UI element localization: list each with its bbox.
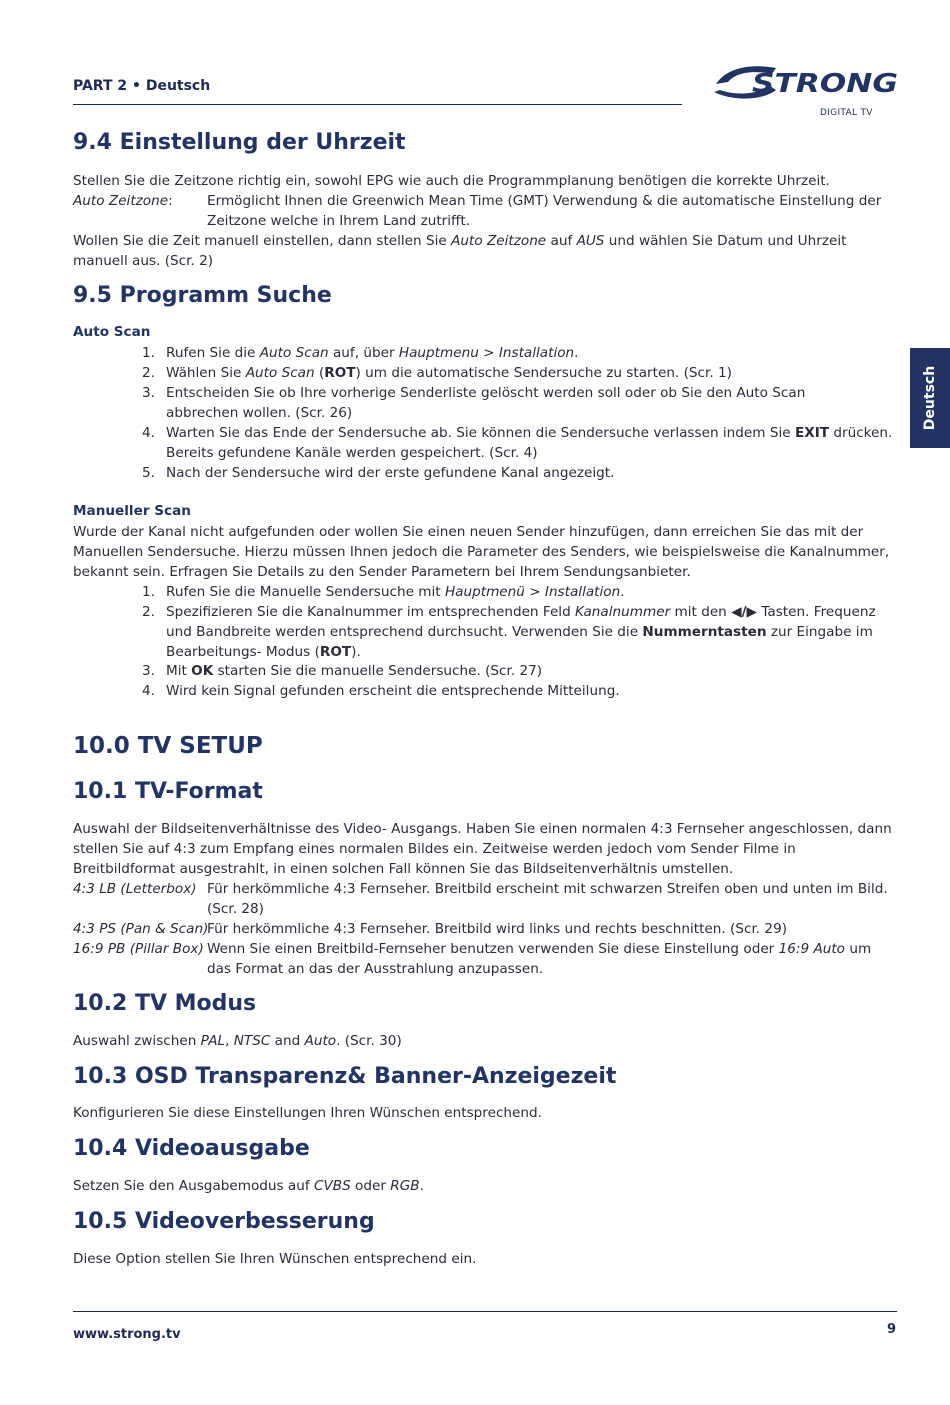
list-item-number: 1. — [142, 345, 155, 361]
section-10-2-text: Auswahl zwischen PAL, NTSC and Auto. (Scr. 30) — [73, 1033, 402, 1049]
manual-scan-intro: Wurde der Kanal nicht aufgefunden oder wollen Sie einen neuen Sender hinzufügen, dann erreichen Sie das mit der Manuellen Sendersuche. Hierzu müssen Ihnen jedoch die Parameter des Senders, wie beispielsweise die Kanalnummer, bekannt sein. Erfragen Sie Details zu den Sender Parametern bei Ihrem Sendungsanbieter. — [73, 524, 890, 580]
logo-subtitle: DIGITAL TV — [820, 108, 873, 118]
header-rule — [73, 104, 682, 105]
list-item: Entscheiden Sie ob Ihre vorherige Senderliste gelöscht werden soll oder ob Sie den Auto Scan abbrechen wollen. (Scr. 26) — [166, 385, 806, 421]
language-side-tab[interactable] — [910, 348, 950, 448]
section-10-3-title: 10.3 OSD Transparenz& Banner-Anzeigezeit — [73, 1064, 617, 1089]
section-10-1-title: 10.1 TV-Format — [73, 779, 263, 804]
list-item-number: 3. — [142, 663, 155, 679]
manual-scan-heading: Manueller Scan — [73, 503, 191, 519]
list-item: Mit OK starten Sie die manuelle Sendersuche. (Scr. 27) — [166, 663, 543, 679]
page-number: 9 — [887, 1322, 897, 1337]
list-item: Rufen Sie die Manuelle Sendersuche mit Hauptmenü > Installation. — [166, 584, 625, 600]
list-item-number: 4. — [142, 425, 155, 441]
section-9-4-title: 9.4 Einstellung der Uhrzeit — [73, 130, 406, 155]
side-tab-label: Deutsch — [922, 365, 938, 431]
header-part-label: PART 2 • Deutsch — [73, 78, 211, 94]
list-item-number: 2. — [142, 604, 155, 620]
footer-url-link[interactable]: www.strong.tv — [73, 1327, 181, 1342]
section-9-4-manual: Wollen Sie die Zeit manuell einstellen, dann stellen Sie Auto Zeitzone auf AUS und wählen Sie Datum und Uhrzeit manuell aus. (Scr. 2) — [73, 233, 847, 269]
auto-zeitzone-label: Auto Zeitzone: — [73, 193, 173, 209]
strong-logo — [714, 62, 900, 102]
format-label: 4:3 PS (Pan & Scan) — [73, 921, 209, 937]
auto-scan-heading: Auto Scan — [73, 324, 151, 340]
format-label: 4:3 LB (Letterbox) — [73, 881, 197, 897]
list-item: Wählen Sie Auto Scan (ROT) um die automatische Sendersuche zu starten. (Scr. 1) — [166, 365, 732, 381]
format-label: 16:9 PB (Pillar Box) — [73, 941, 204, 957]
section-9-5-title: 9.5 Programm Suche — [73, 283, 332, 308]
format-desc: Wenn Sie einen Breitbild-Fernseher benutzen verwenden Sie diese Einstellung oder 16:9 Auto um das Format an das der Ausstrahlung anzupassen. — [207, 941, 872, 977]
list-item: Spezifizieren Sie die Kanalnummer im entsprechenden Feld Kanalnummer mit den ◀/▶ Tasten. Frequenz und Bandbreite werden entsprechend durchsucht. Verwenden Sie die Nummerntasten zur Eingabe im Bearbeitungs- Modus (ROT). — [166, 604, 876, 660]
format-desc: Für herkömmliche 4:3 Fernseher. Breitbild wird links und rechts beschnitten. (Scr. 29) — [207, 921, 788, 937]
section-10-5-text: Diese Option stellen Sie Ihren Wünschen entsprechend ein. — [73, 1251, 477, 1267]
list-item-number: 3. — [142, 385, 155, 401]
auto-zeitzone-desc: Ermöglicht Ihnen die Greenwich Mean Time (GMT) Verwendung & die automatische Einstellung der Zeitzone welche in Ihrem Land zutrifft. — [207, 193, 882, 229]
section-10-1-intro: Auswahl der Bildseitenverhältnisse des Video- Ausgangs. Haben Sie einen normalen 4:3 Fernseher angeschlossen, dann stellen Sie auf 4:3 zum Empfang eines normalen Bildes ein. Zeitweise werden jedoch vom Sender Filme in Breitbildformat ausgestrahlt, in einen solchen Fall können Sie das Bildseitenverhältnis umstellen. — [73, 821, 892, 877]
section-10-2-title: 10.2 TV Modus — [73, 991, 257, 1016]
section-10-3-text: Konfigurieren Sie diese Einstellungen Ihren Wünschen entsprechend. — [73, 1105, 542, 1121]
list-item: Rufen Sie die Auto Scan auf, über Hauptmenu > Installation. — [166, 345, 579, 361]
section-10-4-title: 10.4 Videoausgabe — [73, 1136, 310, 1161]
list-item-number: 2. — [142, 365, 155, 381]
list-item-number: 5. — [142, 465, 155, 481]
logo-wordmark: STRONG — [752, 69, 898, 99]
list-item-number: 4. — [142, 683, 155, 699]
format-desc: Für herkömmliche 4:3 Fernseher. Breitbild erscheint mit schwarzen Streifen oben und unten im Bild. (Scr. 28) — [207, 881, 888, 917]
list-item: Warten Sie das Ende der Sendersuche ab. Sie können die Sendersuche verlassen indem Sie EXIT drücken. Bereits gefundene Kanäle werden gespeichert. (Scr. 4) — [166, 425, 893, 461]
list-item-number: 1. — [142, 584, 155, 600]
footer-rule — [73, 1311, 897, 1312]
section-10-0-title: 10.0 TV SETUP — [73, 733, 263, 759]
list-item: Wird kein Signal gefunden erscheint die entsprechende Mitteilung. — [166, 683, 620, 699]
section-10-5-title: 10.5 Videoverbesserung — [73, 1209, 375, 1234]
list-item: Nach der Sendersuche wird der erste gefundene Kanal angezeigt. — [166, 465, 615, 481]
section-9-4-intro: Stellen Sie die Zeitzone richtig ein, sowohl EPG wie auch die Programmplanung benötigen die korrekte Uhrzeit. — [73, 173, 830, 189]
section-10-4-text: Setzen Sie den Ausgabemodus auf CVBS oder RGB. — [73, 1178, 424, 1194]
